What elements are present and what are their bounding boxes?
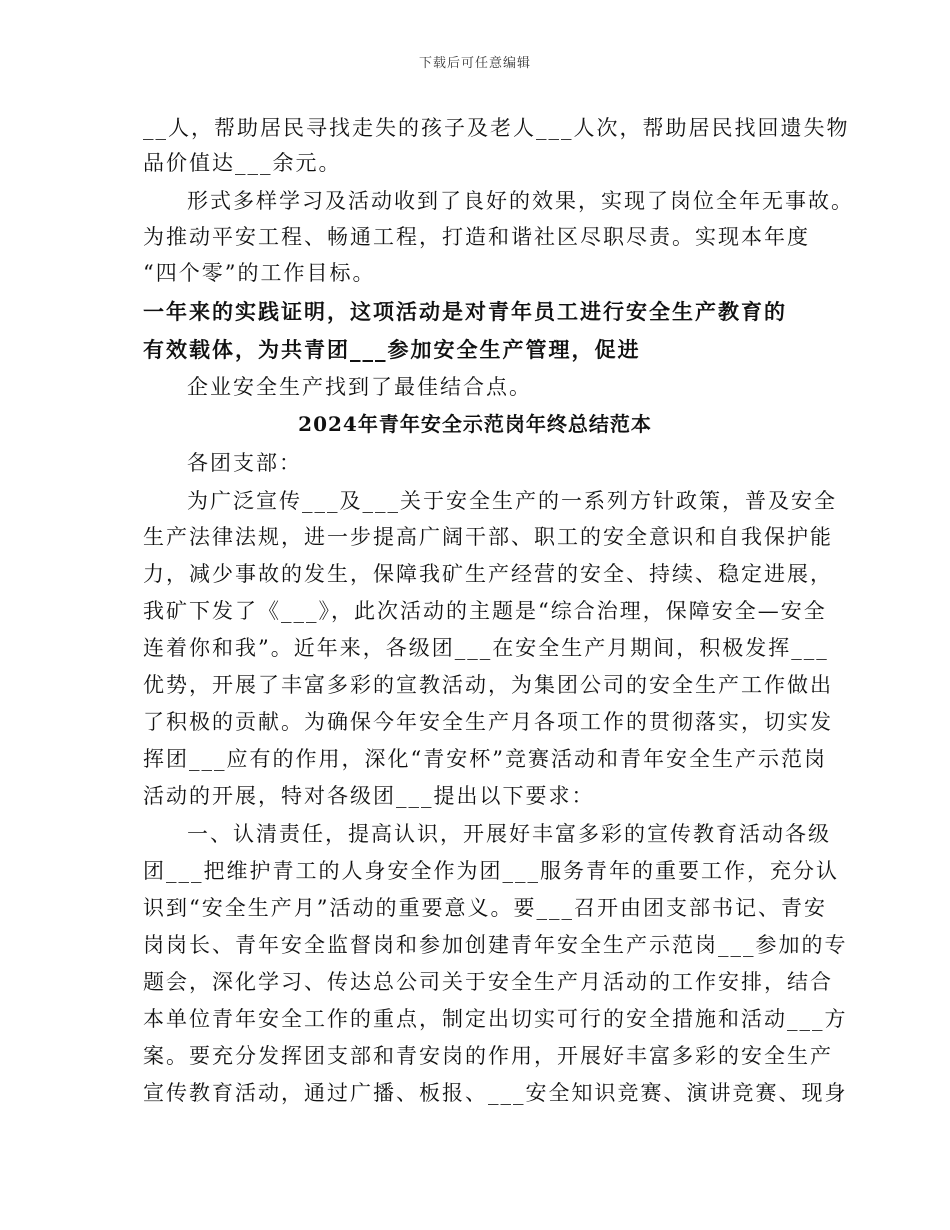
text-line-24: 案。要充分发挥团支部和青安岗的作用，开展好丰富多彩的安全生产 — [143, 1044, 833, 1068]
text-line-10: 生产法律法规，进一步提高广阔干部、职工的安全意识和自我保护能 — [143, 525, 833, 549]
text-line-25: 宣传教育活动，通过广播、板报、___安全知识竞赛、演讲竞赛、现身 — [143, 1081, 848, 1105]
text-line-11: 力，减少事故的发生，保障我矿生产经营的安全、持续、稳定进展， — [143, 562, 833, 586]
text-line-20: 识到“安全生产月”活动的重要意义。要___召开由团支部书记、青安 — [143, 896, 827, 920]
text-line-3: 形式多样学习及活动收到了良好的效果，实现了岗位全年无事故。 — [187, 189, 854, 213]
document-title: 2024年青年安全示范岗年终总结范本 — [298, 412, 652, 436]
text-line-5: “四个零”的工作目标。 — [143, 261, 376, 285]
text-line-9: 为广泛宣传___及___关于安全生产的一系列方针政策，普及安全 — [187, 489, 837, 513]
text-line-6: 一年来的实践证明，这项活动是对青年员工进行安全生产教育的 — [143, 299, 787, 324]
text-line-2: 品价值达___余元。 — [143, 151, 342, 175]
text-line-14: 优势，开展了丰富多彩的宣教活动，为集团公司的安全生产工作做出 — [143, 673, 833, 697]
text-line-19: 团___把维护青工的人身安全作为团___服务青年的重要工作，充分认 — [143, 859, 839, 883]
text-line-8: 企业安全生产找到了最佳结合点。 — [187, 375, 532, 399]
text-line-17: 活动的开展，特对各级团___提出以下要求： — [143, 784, 595, 808]
text-line-22: 题会，深化学习、传达总公司关于安全生产月活动的工作安排，结合 — [143, 970, 833, 994]
text-line-1: __人，帮助居民寻找走失的孩子及老人___人次，帮助居民找回遗失物 — [143, 116, 850, 140]
text-line-18: 一、认清责任，提高认识，开展好丰富多彩的宣传教育活动各级 — [187, 822, 831, 846]
salutation: 各团支部： — [187, 451, 302, 475]
text-line-23: 本单位青年安全工作的重点，制定出切实可行的安全措施和活动___方 — [143, 1007, 848, 1031]
text-line-12: 我矿下发了《___》，此次活动的主题是“综合治理，保障安全—安全 — [143, 599, 827, 623]
header-note: 下载后可任意编辑 — [418, 56, 531, 71]
text-line-16: 挥团___应有的作用，深化“青安杯”竞赛活动和青年安全生产示范岗 — [143, 747, 827, 771]
text-line-15: 了积极的贡献。为确保今年安全生产月各项工作的贯彻落实，切实发 — [143, 710, 833, 734]
text-line-21: 岗岗长、青年安全监督岗和参加创建青年安全生产示范岗___参加的专 — [143, 933, 848, 957]
text-line-4: 为推动平安工程、畅通工程，打造和谐社区尽职尽责。实现本年度 — [143, 225, 810, 249]
text-line-13: 连着你和我”。近年来，各级团___在安全生产月期间，积极发挥___ — [143, 636, 829, 660]
text-line-7: 有效载体，为共青团___参加安全生产管理，促进 — [143, 337, 641, 362]
